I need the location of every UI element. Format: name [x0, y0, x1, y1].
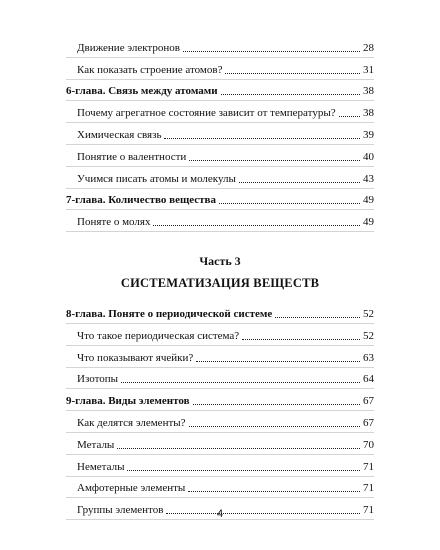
toc-entry-page: 52 [363, 329, 374, 342]
toc-leader-dots [225, 72, 360, 74]
toc-entry [66, 167, 374, 189]
toc-entry-label: Группы элементов [77, 504, 164, 517]
toc-leader-dots [121, 381, 360, 383]
toc-entry-page: 49 [363, 216, 374, 229]
toc-leader-dots [339, 115, 360, 117]
toc-entry [66, 368, 374, 390]
toc-entry-label: Что показывают ячейки? [77, 351, 194, 364]
toc-entry [66, 433, 374, 455]
toc-entry [66, 324, 374, 346]
toc-entry [66, 145, 374, 167]
toc-entry-page: 71 [363, 460, 374, 473]
toc-leader-dots [127, 469, 360, 471]
toc-entry [66, 411, 374, 433]
toc-entry-page: 63 [363, 351, 374, 364]
toc-entry-page: 70 [363, 438, 374, 451]
toc-entry [66, 101, 374, 123]
toc-entry-page: 64 [363, 373, 374, 386]
toc-leader-dots [221, 93, 360, 95]
toc-entry-page: 67 [363, 395, 374, 408]
toc-entry-label: Понятие о валентности [77, 150, 187, 163]
toc-entry-label: Изотопы [77, 373, 119, 386]
toc-leader-dots [183, 50, 360, 52]
toc-entry [66, 36, 374, 58]
toc-entry-label: 8-глава. Поняте о периодической системе [66, 307, 273, 320]
toc-entry [66, 210, 374, 232]
toc-entry-page: 31 [363, 63, 374, 76]
toc-entry-label: Химическая связь [77, 128, 162, 141]
toc-entry-page: 39 [363, 128, 374, 141]
toc-leader-dots [164, 137, 360, 139]
toc-entry-label: Поняте о молях [77, 216, 151, 229]
toc-entry-label: Учимся писать атомы и молекулы [77, 172, 236, 185]
toc-leader-dots [153, 224, 360, 226]
toc-entry-page: 71 [363, 482, 374, 495]
toc-entry-label: Почему агрегатное состояние зависит от температуры? [77, 107, 336, 120]
toc-section-top [66, 36, 374, 232]
toc-leader-dots [196, 360, 360, 362]
toc-entry-label: Как делятся элементы? [77, 416, 186, 429]
toc-entry-label: 7-глава. Количество вещества [66, 194, 216, 207]
toc-entry-page: 43 [363, 172, 374, 185]
toc-entry-label: Движение электронов [77, 41, 180, 54]
toc-entry-label: 9-глава. Виды элементов [66, 395, 190, 408]
toc-chapter-entry [66, 189, 374, 211]
toc-entry-label: Как показать строение атомов? [77, 63, 223, 76]
toc-entry-page: 40 [363, 150, 374, 163]
toc-entry-label: Что такое периодическая система? [77, 329, 240, 342]
toc-chapter-entry [66, 389, 374, 411]
toc-entry [66, 346, 374, 368]
toc-entry-label: Амфотерные элементы [77, 482, 186, 495]
toc-entry-label: Неметалы [77, 460, 125, 473]
toc-section-bottom [66, 302, 374, 520]
page-number: 4 [216, 508, 224, 520]
toc-entry [66, 123, 374, 145]
toc-entry-page: 67 [363, 416, 374, 429]
toc-leader-dots [275, 316, 360, 318]
toc-entry-page: 52 [363, 307, 374, 320]
toc-leader-dots [242, 338, 360, 340]
toc-leader-dots [193, 403, 360, 405]
table-of-contents [66, 36, 374, 520]
toc-chapter-entry [66, 302, 374, 324]
toc-entry-label: 6-глава. Связь между атомами [66, 85, 218, 98]
toc-entry-page: 49 [363, 194, 374, 207]
toc-entry [66, 455, 374, 477]
toc-entry-label: Металы [77, 438, 115, 451]
toc-entry [66, 58, 374, 80]
toc-leader-dots [219, 202, 360, 204]
toc-leader-dots [189, 425, 360, 427]
toc-chapter-entry [66, 80, 374, 102]
part-title: Часть 3 [199, 254, 241, 269]
toc-entry-page: 38 [363, 85, 374, 98]
toc-leader-dots [189, 159, 360, 161]
toc-entry [66, 477, 374, 499]
toc-entry-page: 28 [363, 41, 374, 54]
toc-leader-dots [239, 181, 360, 183]
toc-entry-page: 71 [363, 504, 374, 517]
toc-entry-page: 38 [363, 107, 374, 120]
part-subtitle: СИСТЕМАТИЗАЦИЯ ВЕЩЕСТВ [120, 276, 320, 291]
toc-leader-dots [188, 490, 360, 492]
toc-leader-dots [117, 447, 360, 449]
